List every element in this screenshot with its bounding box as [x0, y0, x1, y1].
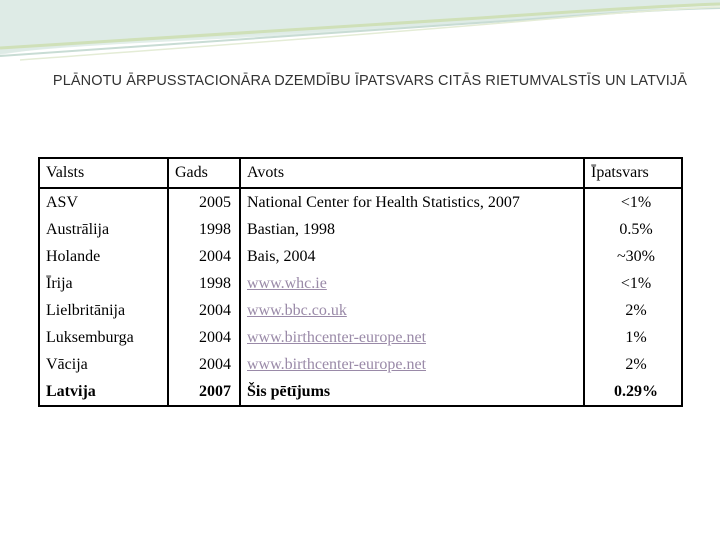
table-header-row	[39, 158, 682, 188]
cell-source: Bastian, 1998	[240, 216, 584, 243]
cell-year: 1998	[168, 270, 240, 297]
cell-country: Lielbritānija	[39, 297, 168, 324]
cell-country: Vācija	[39, 351, 168, 378]
cell-source-link[interactable]	[240, 324, 584, 351]
cell-share: ~30%	[584, 243, 682, 270]
table-row	[39, 270, 682, 297]
cell-year: 2004	[168, 243, 240, 270]
cell-share: 2%	[584, 351, 682, 378]
cell-year: 1998	[168, 216, 240, 243]
cell-source: National Center for Health Statistics, 2007	[240, 188, 584, 216]
cell-country: Luksemburga	[39, 324, 168, 351]
cell-source-link[interactable]	[240, 270, 584, 297]
cell-year: 2004	[168, 324, 240, 351]
cell-country: Holande	[39, 243, 168, 270]
cell-country: Īrija	[39, 270, 168, 297]
cell-share: <1%	[584, 270, 682, 297]
cell-share: 1%	[584, 324, 682, 351]
cell-share: <1%	[584, 188, 682, 216]
header-country: Valsts	[39, 158, 168, 188]
table-row	[39, 216, 682, 243]
table-row	[39, 297, 682, 324]
source-link[interactable]: www.bbc.co.uk	[247, 301, 347, 319]
header-share: Īpatsvars	[584, 158, 682, 188]
birth-share-table	[38, 157, 683, 407]
cell-source: Šis pētījums	[240, 378, 584, 406]
cell-country: ASV	[39, 188, 168, 216]
table-row	[39, 188, 682, 216]
table-row	[39, 243, 682, 270]
cell-source-link[interactable]	[240, 297, 584, 324]
cell-year: 2005	[168, 188, 240, 216]
source-link[interactable]: www.birthcenter-europe.net	[247, 355, 427, 373]
cell-country: Latvija	[39, 378, 168, 406]
cell-country: Austrālija	[39, 216, 168, 243]
cell-year: 2004	[168, 297, 240, 324]
cell-year: 2004	[168, 351, 240, 378]
cell-source-link[interactable]	[240, 351, 584, 378]
table-row-latvia	[39, 378, 682, 406]
source-link[interactable]: www.birthcenter-europe.net	[247, 328, 427, 346]
cell-share: 2%	[584, 297, 682, 324]
cell-source: Bais, 2004	[240, 243, 584, 270]
table-row	[39, 324, 682, 351]
header-year: Gads	[168, 158, 240, 188]
cell-year: 2007	[168, 378, 240, 406]
table-row	[39, 351, 682, 378]
cell-share: 0.5%	[584, 216, 682, 243]
page-title: PLĀNOTU ĀRPUSSTACIONĀRA DZEMDĪBU ĪPATSVARS CITĀS RIETUMVALSTĪS UN LATVIJĀ	[52, 73, 688, 89]
header-source: Avots	[240, 158, 584, 188]
source-link[interactable]: www.whc.ie	[247, 274, 327, 292]
cell-share: 0.29%	[584, 378, 682, 406]
